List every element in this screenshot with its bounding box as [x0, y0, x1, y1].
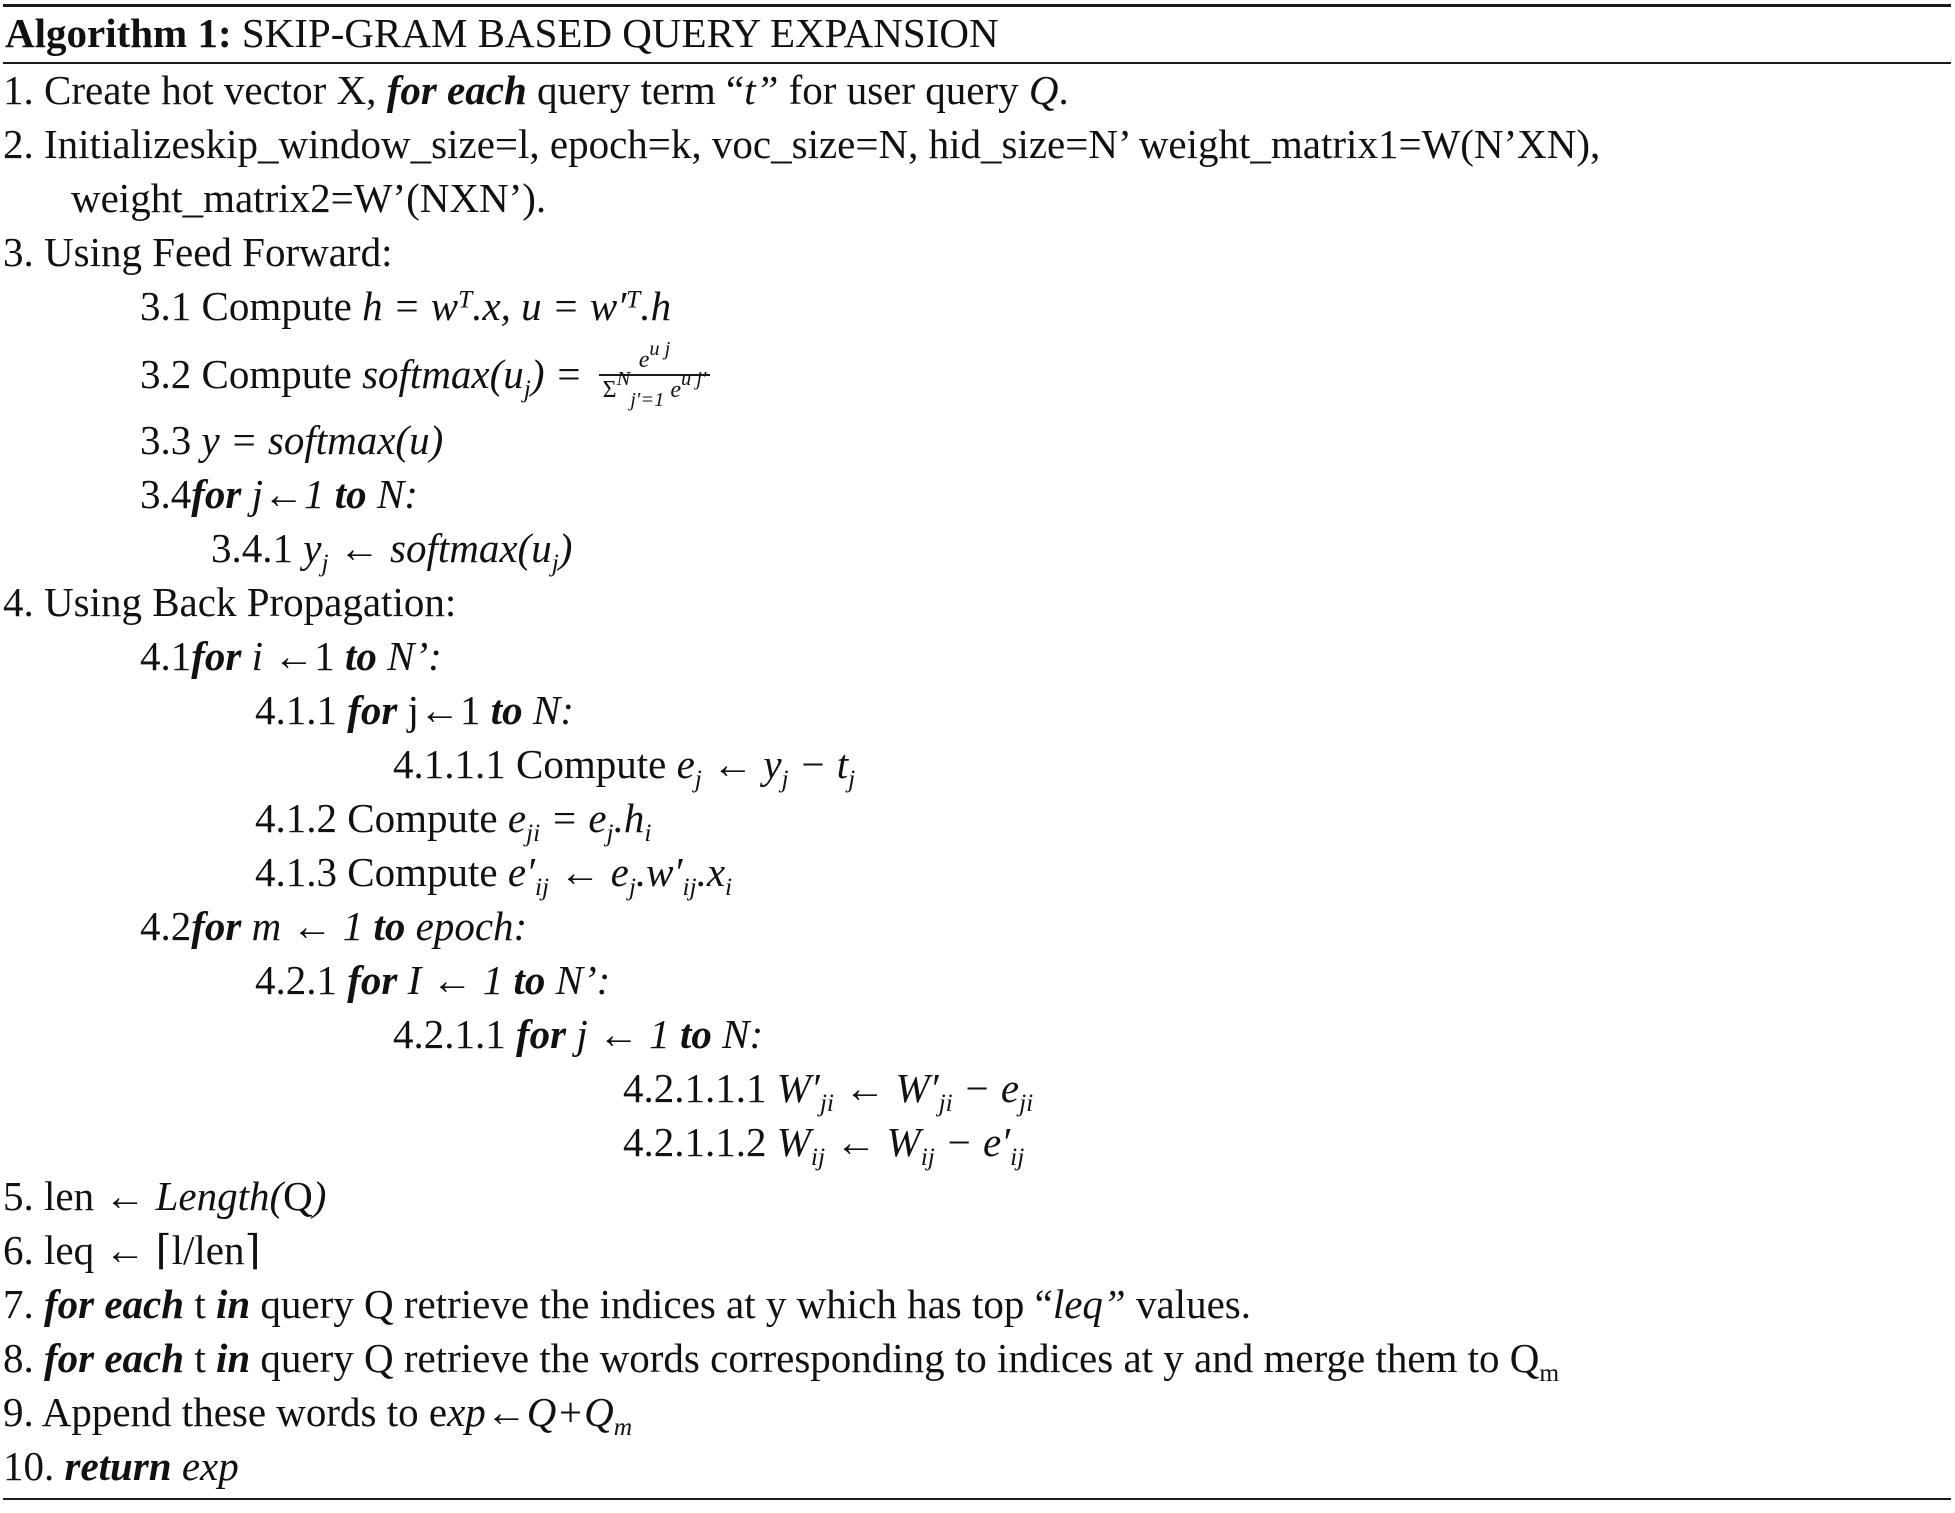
math-expression: $W'_{ji}$ ← $W'_{ji} - e_{ji}$ — [776, 1065, 1034, 1117]
step-5: 5. len ← Length(Q) — [3, 1173, 327, 1219]
math-expression: $h = w^T.x$, $u = w'^T.h$ — [362, 283, 672, 329]
step-4-1-1: 4.1.1 for j←1 to N: — [255, 687, 574, 733]
step-4-2-1-1-2: 4.2.1.1.2 $W_{ij}$ ← $W_{ij} - e'_{ij}$ — [623, 1119, 1025, 1171]
math-expression: $e_{ji} = e_j.h_i$ — [507, 795, 652, 847]
step-3-3: 3.3 y = softmax(u) — [140, 417, 444, 463]
keyword-for-each: for each — [386, 67, 527, 113]
step-3-1: 3.1 Compute $h = w^T.x$, $u = w'^T.h$ — [140, 283, 672, 329]
step-4-2-1-1-1: 4.2.1.1.1 $W'_{ji}$ ← $W'_{ji} - e_{ji}$ — [623, 1065, 1034, 1117]
step-6: 6. leq ← ⌈l/len⌉ — [3, 1227, 261, 1273]
softmax-fraction — [599, 337, 711, 411]
step-4-1-1-1: 4.1.1.1 Compute $e_j$ ← $y_j - t_j$ — [393, 741, 856, 793]
step-3-2: 3.2 Compute $softmax(u_j)$ = $\frac{e^{u j}}{\Sigma^N_{j'=1} e^{u j'}}$ — [3, 334, 1951, 414]
step-4-2-1: 4.2.1 for I ← 1 to N’: — [255, 957, 611, 1003]
step-9: 9. Append these words to $\exp\leftarrow Q+Q_m$ — [3, 1389, 633, 1441]
step-4-1-3: 4.1.3 Compute $e'_{ij}$ ← $e_j.w'_{ij}.x_i$ — [255, 849, 733, 901]
step-4-1-2: 4.1.2 Compute $e_{ji} = e_j.h_i$ — [255, 795, 652, 847]
step-3-4-1: 3.4.1 $y_j$ ← $softmax(u_j)$ — [211, 525, 573, 577]
algorithm-box — [3, 4, 1951, 1500]
step-7: 7. for each t in query Q retrieve the indices at y which has top “leq” values. — [3, 1281, 1251, 1327]
fraction-denominator: $\Sigma^N_{j'=1}$ $e^{u j'}$ — [602, 367, 707, 411]
step-4: 4. Using Back Propagation: — [3, 579, 457, 625]
step-1: 1. Create hot vector X, for each query term “t” for user query Q. — [3, 67, 1069, 113]
step-3-4: 3.4for j←1 to N: — [140, 471, 418, 517]
bottom-rule — [3, 1498, 1951, 1500]
algorithm-title: SKIP-GRAM BASED QUERY EXPANSION — [241, 10, 999, 56]
step-4-2-1-1: 4.2.1.1 for j ← 1 to N: — [393, 1011, 764, 1057]
step-4-1: 4.1for i ←1 to N’: — [140, 633, 442, 679]
step-2-continued: weight_matrix2=W’(NXN’). — [71, 175, 547, 221]
math-expression: $e'_{ij}$ ← $e_j.w'_{ij}.x_i$ — [507, 849, 733, 901]
step-4-2: 4.2for m ← 1 to epoch: — [140, 903, 528, 949]
step-10: 10. return exp — [3, 1443, 239, 1489]
algorithm-label: Algorithm 1: — [5, 10, 232, 56]
algorithm-caption — [3, 7, 1951, 62]
step-2: 2. Initializeskip_window_size=l, epoch=k, voc_size=N, hid_size=N’ weight_matrix1=W(N’XN), — [3, 121, 1601, 167]
math-expression: $e_j$ ← $y_j - t_j$ — [676, 741, 856, 793]
math-expression: $softmax(u_j)$ = — [362, 351, 583, 403]
fraction-numerator: $e^{u j}$ — [599, 348, 711, 376]
math-expression: $W_{ij}$ ← $W_{ij} - e'_{ij}$ — [776, 1119, 1025, 1171]
step-8: 8. for each t in query Q retrieve the words corresponding to indices at y and merge them to $Q_m$ — [3, 1335, 1560, 1387]
math-expression: $y_j$ ← $softmax(u_j)$ — [303, 525, 573, 577]
step-3: 3. Using Feed Forward: — [3, 229, 393, 275]
